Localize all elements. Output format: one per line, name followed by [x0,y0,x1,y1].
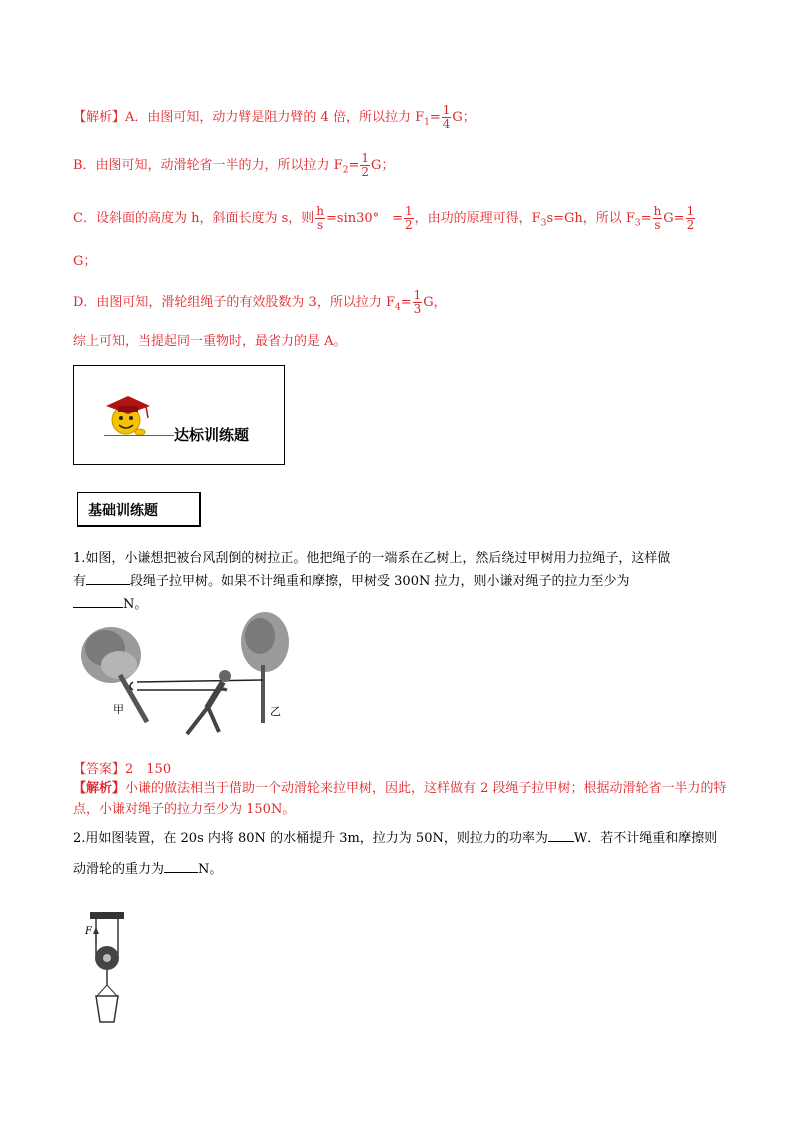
q1-figure [75,610,295,745]
fraction-one-third: $\frac{1}{3}$ [413,288,422,316]
q1-text: 1.如图，小谦想把被台风刮倒的树拉正。他把绳子的一端系在乙树上，然后绕过甲树用力拉绳子，这样做 有 段绳子拉甲树。如果不计绳重和摩擦，甲树受 300N 拉力，则小谦对绳子的拉力至少为 N。 [73,551,671,612]
analysis-line-d: D．由图可知，滑轮组绳子的有效股数为 3，所以拉力 $F_4=$ $\frac{1}{3}$ G， [73,288,447,316]
label-jia: 甲 [113,703,124,716]
section-title: 基础训练题 [88,503,158,519]
analysis-line-b: B．由图可知，动滑轮省一半的力，所以拉力 $F_2=$ $\frac{1}{2}$ G； [73,151,395,179]
fraction-h-over-s: $\frac{h}{s}$ [316,204,324,232]
analysis-line-c-cont: G； [73,254,97,269]
q2-line-2: 动滑轮的重力为 N。 [73,858,222,879]
q1-blank-1[interactable] [86,570,130,585]
q2-line-1: 2.用如图装置，在 20s 内将 80N 的水桶提升 3m，拉力为 50N，则拉力的功率为 W．若不计绳重和摩擦则 [73,827,717,848]
fraction-one-quarter: $\frac{1}{4}$ [442,103,451,131]
answer-tag: 【答案】 [73,762,126,777]
analysis-line-a: 【解析】A．由图可知，动力臂是阻力臂的 4 倍，所以拉力 $F_1=$ $\frac{1}{4}$ G； [73,103,476,131]
tree-yi-icon [241,612,289,723]
analysis-tag: 【解析】 [73,781,126,796]
fraction-one-half: $\frac{1}{2}$ [686,204,695,232]
analysis-conclusion: 综上可知，当提起同一重物时，最省力的是 A。 [73,334,347,349]
analysis-tag: 【解析】 [73,110,126,125]
label-yi: 乙 [270,705,281,718]
bucket-icon [96,996,118,1022]
q1-analysis: 【解析】小谦的做法相当于借助一个动滑轮来拉甲树，因此，这样做有 2 段绳子拉甲树；根据动滑轮省一半力的特点，小谦对绳子的拉力至少为 150N。 [73,781,727,817]
analysis-line-c: C．设斜面的高度为 h，斜面长度为 s，则 $\frac{h}{s}$ =sin30° = $\frac{1}{2}$ ，由功的原理可得，$F_3s=Gh$，所以 $F_3=$ $\frac{h}{s}$ G= $\frac{1}{2}$ [73,204,695,232]
fraction-one-half: $\frac{1}{2}$ [405,204,413,232]
smiley-graduate-icon [96,382,166,442]
person-pulling-icon [187,670,231,734]
q2-blank-1[interactable] [548,827,574,842]
arrow-up-icon [93,927,99,934]
q2-pulley-figure [82,910,142,1030]
fraction-h-over-s: $\frac{h}{s}$ [653,204,662,232]
section-box [77,492,201,527]
fraction-one-half: $\frac{1}{2}$ [361,151,369,179]
label-f: F [85,926,92,937]
q2-blank-2[interactable] [164,858,198,873]
q1-blank-2[interactable] [73,593,123,608]
banner-title: 达标训练题 [174,426,250,444]
banner-underline [104,435,174,436]
q1-answer: 【答案】2 150 [73,762,172,777]
banner-box [73,365,285,465]
